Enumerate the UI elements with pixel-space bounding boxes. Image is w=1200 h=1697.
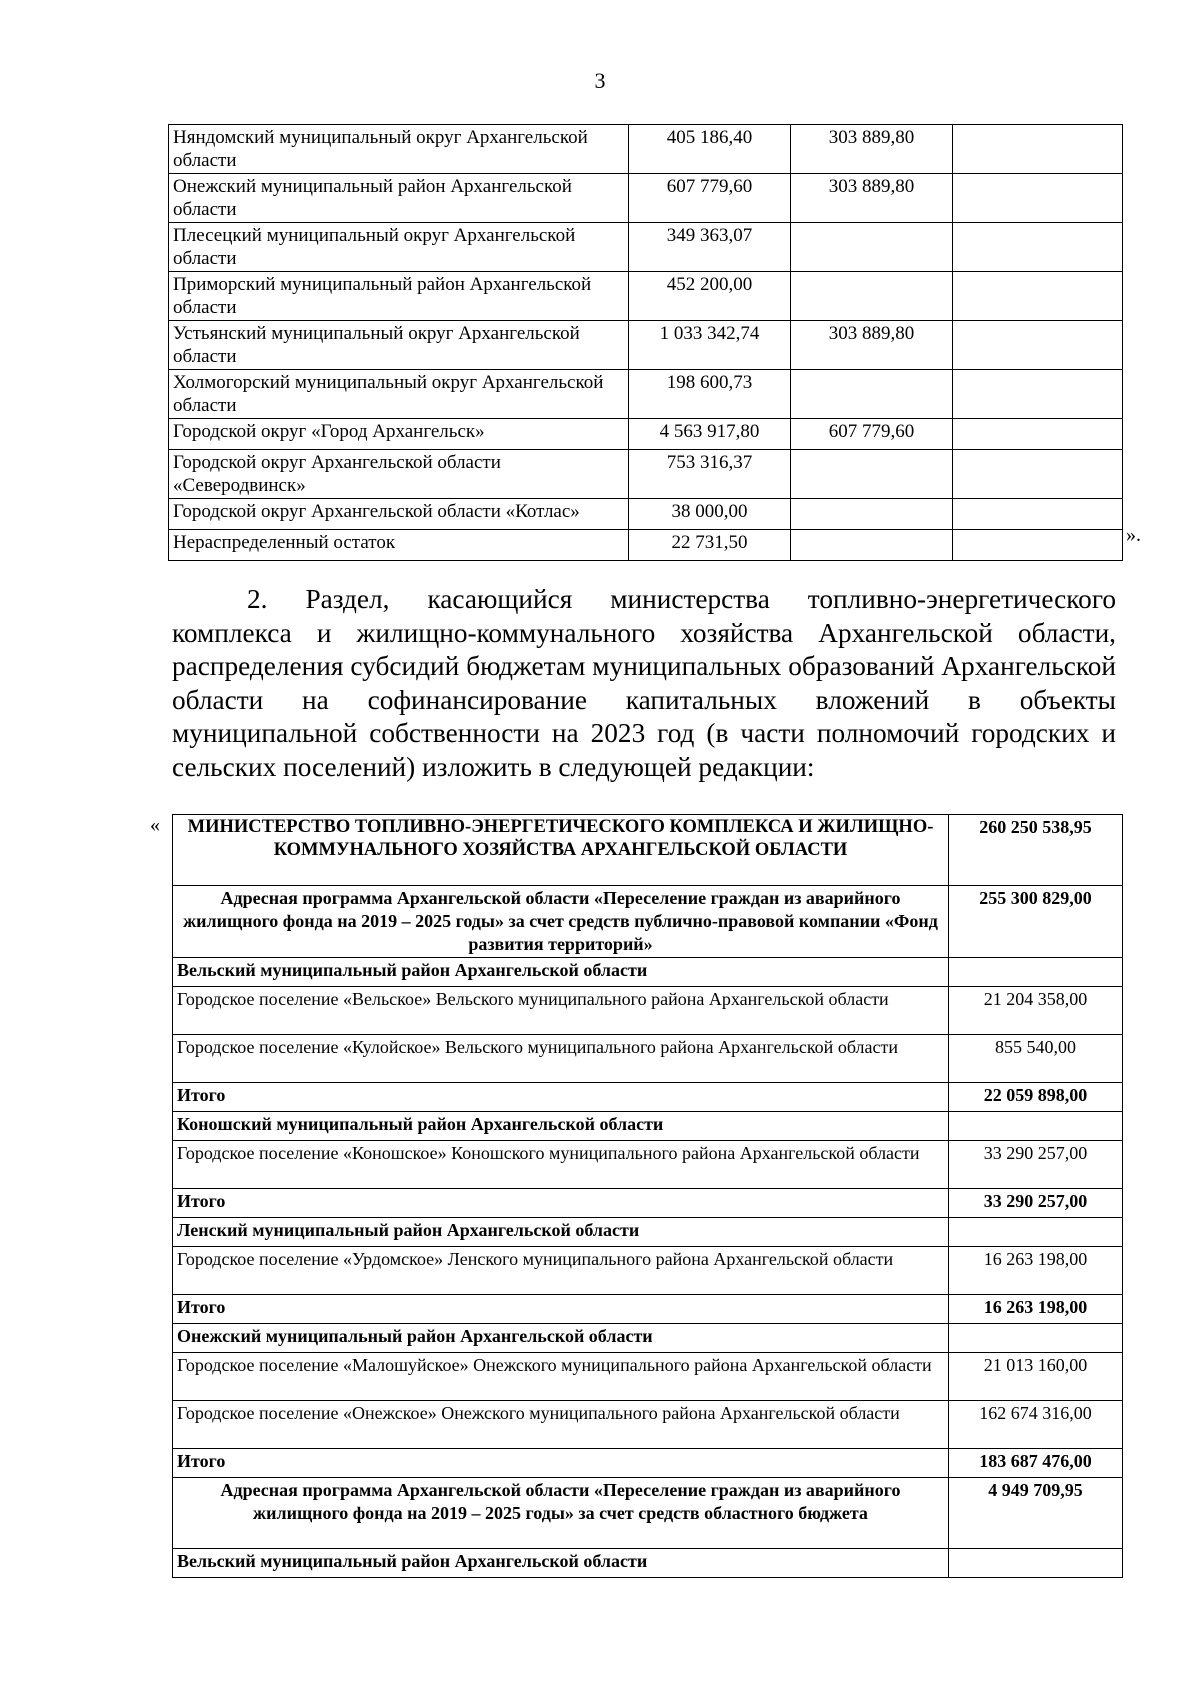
ministry-row — [173, 815, 1123, 886]
municipality-name: Устьянский муниципальный округ Архангельской области — [169, 321, 629, 370]
empty-cell — [949, 958, 1123, 987]
amount-cell: 303 889,80 — [791, 321, 953, 370]
settlement-name: Городское поселение «Коношское» Коношского муниципального района Архангельской области — [173, 1141, 949, 1189]
amount-cell: 162 674 316,00 — [949, 1401, 1123, 1449]
district-name: Онежский муниципальный район Архангельской области — [173, 1324, 949, 1353]
program-row — [173, 886, 1123, 958]
amount-cell — [791, 450, 953, 499]
district-name: Ленский муниципальный район Архангельской области — [173, 1218, 949, 1247]
table-row — [169, 530, 1123, 561]
amount-cell — [953, 499, 1123, 530]
total-row — [173, 1083, 1123, 1112]
total-row — [173, 1189, 1123, 1218]
amount-cell: 405 186,40 — [629, 125, 791, 174]
amount-cell — [953, 450, 1123, 499]
table-row — [173, 1141, 1123, 1189]
total-row — [173, 1295, 1123, 1324]
page-number: 3 — [594, 68, 606, 93]
amount-cell — [791, 530, 953, 561]
municipality-name: Нераспределенный остаток — [169, 530, 629, 561]
amount-cell: 22 731,50 — [629, 530, 791, 561]
amount-cell: 33 290 257,00 — [949, 1141, 1123, 1189]
amount-cell — [953, 223, 1123, 272]
program-row — [173, 1478, 1123, 1549]
table-row — [169, 370, 1123, 419]
table-row — [173, 1035, 1123, 1083]
district-row — [173, 1218, 1123, 1247]
total-label: Итого — [173, 1295, 949, 1324]
amount-cell — [953, 419, 1123, 450]
empty-cell — [949, 1112, 1123, 1141]
total-value: 33 290 257,00 — [949, 1189, 1123, 1218]
amount-cell: 38 000,00 — [629, 499, 791, 530]
empty-cell — [949, 1549, 1123, 1578]
table-row — [169, 499, 1123, 530]
amount-cell: 198 600,73 — [629, 370, 791, 419]
table-row — [169, 419, 1123, 450]
amount-cell — [791, 370, 953, 419]
program-name: Адресная программа Архангельской области «Переселение граждан из аварийного жилищного фонда на 2019 – 2025 годы» за счет средств публично-правовой компании «Фонд развития территорий» — [173, 886, 949, 958]
total-label: Итого — [173, 1189, 949, 1218]
table-row — [169, 450, 1123, 499]
program-total: 255 300 829,00 — [949, 886, 1123, 958]
total-label: Итого — [173, 1083, 949, 1112]
amount-cell: 452 200,00 — [629, 272, 791, 321]
allocation-table-continued — [168, 124, 1123, 561]
district-name: Коношский муниципальный район Архангельской области — [173, 1112, 949, 1141]
amount-cell — [791, 272, 953, 321]
amount-cell — [953, 370, 1123, 419]
amount-cell — [953, 272, 1123, 321]
amount-cell: 607 779,60 — [791, 419, 953, 450]
amendment-paragraph: 2. Раздел, касающийся министерства топливно-энергетического комплекса и жилищно-коммунального хозяйства Архангельской области, распределения субсидий бюджетам муниципальных образований Архангельской области на софинансирование капитальных вложений в объекты муниципальной собственности на 2023 год (в части полномочий городских и сельских поселений) изложить в следующей редакции: — [172, 584, 1116, 782]
table-row — [173, 1401, 1123, 1449]
table-row — [169, 125, 1123, 174]
empty-cell — [949, 1218, 1123, 1247]
municipality-name: Городской округ Архангельской области «Котлас» — [169, 499, 629, 530]
amount-cell: 303 889,80 — [791, 125, 953, 174]
settlement-name: Городское поселение «Вельское» Вельского муниципального района Архангельской области — [173, 987, 949, 1035]
table-row — [169, 321, 1123, 370]
amount-cell: 1 033 342,74 — [629, 321, 791, 370]
municipality-name: Приморский муниципальный район Архангельской области — [169, 272, 629, 321]
amount-cell: 21 013 160,00 — [949, 1353, 1123, 1401]
municipality-name: Городской округ «Город Архангельск» — [169, 419, 629, 450]
ministry-name: МИНИСТЕРСТВО ТОПЛИВНО-ЭНЕРГЕТИЧЕСКОГО КОМПЛЕКСА И ЖИЛИЩНО-КОММУНАЛЬНОГО ХОЗЯЙСТВА АРХАНГЕЛЬСКОЙ ОБЛАСТИ — [173, 815, 949, 886]
amount-cell: 753 316,37 — [629, 450, 791, 499]
municipality-name: Онежский муниципальный район Архангельской области — [169, 174, 629, 223]
district-row — [173, 1324, 1123, 1353]
closing-quote: ». — [1126, 524, 1141, 546]
table-row — [169, 272, 1123, 321]
amount-cell: 21 204 358,00 — [949, 987, 1123, 1035]
ministry-total: 260 250 538,95 — [949, 815, 1123, 886]
settlement-name: Городское поселение «Онежское» Онежского муниципального района Архангельской области — [173, 1401, 949, 1449]
municipality-name: Няндомский муниципальный округ Архангельской области — [169, 125, 629, 174]
program-total: 4 949 709,95 — [949, 1478, 1123, 1549]
amount-cell — [953, 321, 1123, 370]
total-label: Итого — [173, 1449, 949, 1478]
amount-cell — [953, 125, 1123, 174]
table-row — [173, 1247, 1123, 1295]
amount-cell: 855 540,00 — [949, 1035, 1123, 1083]
table-row — [173, 1353, 1123, 1401]
municipality-name: Холмогорский муниципальный округ Архангельской области — [169, 370, 629, 419]
municipality-name: Городской округ Архангельской области «Северодвинск» — [169, 450, 629, 499]
amount-cell: 607 779,60 — [629, 174, 791, 223]
district-name: Вельский муниципальный район Архангельской области — [173, 958, 949, 987]
total-value: 183 687 476,00 — [949, 1449, 1123, 1478]
total-value: 22 059 898,00 — [949, 1083, 1123, 1112]
amount-cell — [953, 174, 1123, 223]
amount-cell — [791, 499, 953, 530]
settlement-name: Городское поселение «Кулойское» Вельского муниципального района Архангельской области — [173, 1035, 949, 1083]
subsidy-distribution-table — [172, 814, 1123, 1578]
empty-cell — [949, 1324, 1123, 1353]
amount-cell: 4 563 917,80 — [629, 419, 791, 450]
district-name: Вельский муниципальный район Архангельской области — [173, 1549, 949, 1578]
district-row — [173, 958, 1123, 987]
table-row — [169, 174, 1123, 223]
opening-quote: « — [150, 814, 160, 836]
municipality-name: Плесецкий муниципальный округ Архангельской области — [169, 223, 629, 272]
settlement-name: Городское поселение «Урдомское» Ленского муниципального района Архангельской области — [173, 1247, 949, 1295]
amount-cell — [953, 530, 1123, 561]
amount-cell: 16 263 198,00 — [949, 1247, 1123, 1295]
amount-cell: 303 889,80 — [791, 174, 953, 223]
table-row — [169, 223, 1123, 272]
table-row — [173, 987, 1123, 1035]
settlement-name: Городское поселение «Малошуйское» Онежского муниципального района Архангельской области — [173, 1353, 949, 1401]
total-value: 16 263 198,00 — [949, 1295, 1123, 1324]
total-row — [173, 1449, 1123, 1478]
district-row — [173, 1549, 1123, 1578]
district-row — [173, 1112, 1123, 1141]
program-name: Адресная программа Архангельской области «Переселение граждан из аварийного жилищного фонда на 2019 – 2025 годы» за счет средств областного бюджета — [173, 1478, 949, 1549]
amount-cell — [791, 223, 953, 272]
amount-cell: 349 363,07 — [629, 223, 791, 272]
